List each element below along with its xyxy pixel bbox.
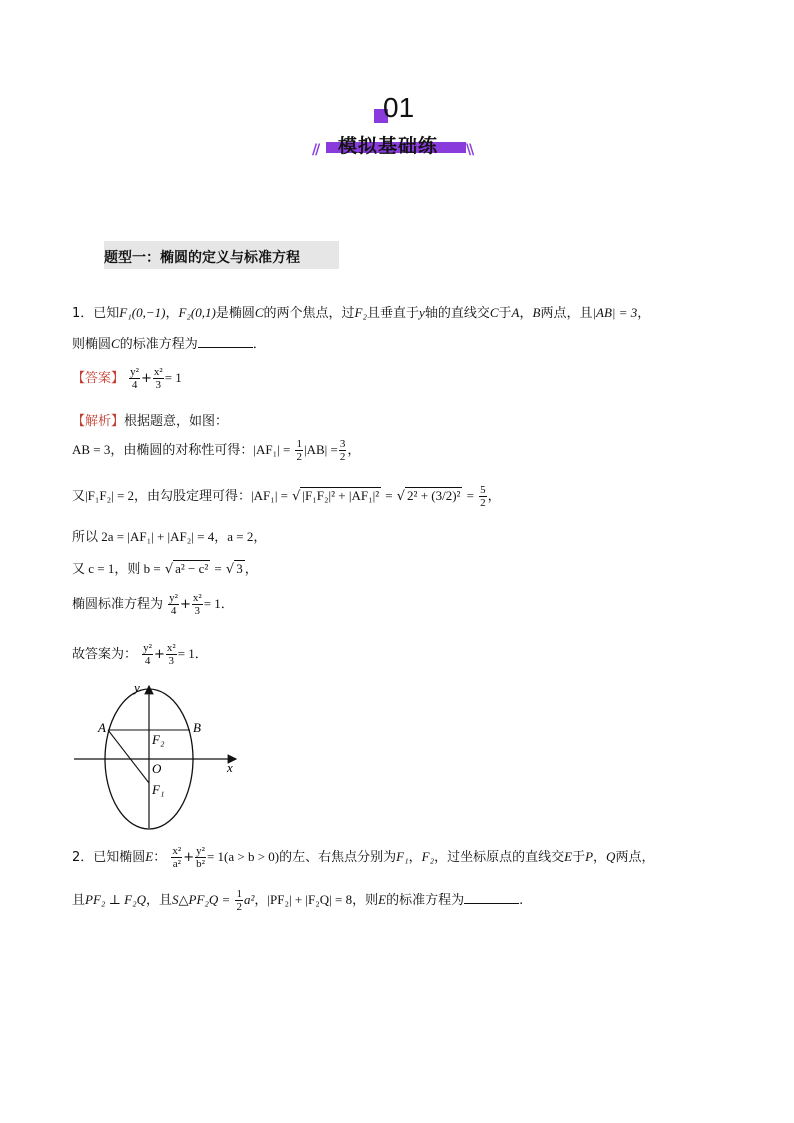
q1-step1 bbox=[72, 438, 360, 463]
fraction bbox=[153, 366, 164, 391]
frac-den: 2 bbox=[339, 451, 346, 463]
fraction bbox=[192, 592, 203, 617]
left-slash-decoration: // bbox=[312, 142, 319, 158]
q1-number: 1． bbox=[72, 306, 94, 321]
q1-line2 bbox=[72, 333, 266, 352]
frac-den: 2 bbox=[480, 497, 486, 509]
q2-f2: F₂ bbox=[421, 849, 435, 864]
frac-num: 3 bbox=[339, 438, 346, 450]
q2-area: S△PF₂Q = bbox=[172, 892, 231, 907]
q1-analysis-line bbox=[72, 410, 228, 429]
frac-num: y² bbox=[143, 642, 152, 654]
label-a: A bbox=[98, 720, 106, 735]
q2-sum: ，|PF₂| + |F₂Q| = 8 bbox=[254, 892, 353, 907]
q1-step6: 故答案为： $\frac{\text{y²}}{4}$ + $\frac{\text{x²}}{3}$ = 1． bbox=[72, 642, 208, 667]
q2-e-var: E bbox=[145, 849, 154, 864]
q2-text: 的左、右焦点分别为 bbox=[279, 850, 397, 865]
frac-den: 4 bbox=[170, 605, 177, 617]
q1-text: ， bbox=[637, 306, 651, 321]
q1-answer-line: 【答案】 $\frac{\text{y²}}{4}$ + $\frac{\text{x²}}{3}$ = 1 bbox=[72, 366, 182, 391]
q1-text: 的标准方程为 bbox=[119, 337, 198, 352]
q2-eq: = 1(a > b > 0) bbox=[206, 849, 280, 864]
step-text: 所以 2a = |AF₁| + |AF₂| = 4，a = 2， bbox=[72, 529, 267, 544]
label-b: B bbox=[193, 720, 201, 735]
q1-text: 轴的直线交 bbox=[424, 306, 490, 321]
fraction bbox=[339, 438, 347, 463]
fraction bbox=[142, 642, 153, 667]
step-text: 椭圆标准方程为 bbox=[72, 597, 164, 612]
sqrt-expr: |F₁F₂|² + |AF₁|² bbox=[302, 488, 380, 503]
q1-text: 的两个焦点，过 bbox=[263, 306, 355, 321]
fraction bbox=[129, 366, 140, 391]
q1-b-var: B bbox=[532, 305, 541, 320]
ellipse-figure bbox=[70, 680, 250, 832]
q1-f2: F₂(0,1) bbox=[178, 305, 216, 320]
right-slash-decoration: \\ bbox=[466, 142, 473, 158]
q2-text: ，过坐标原点的直线交 bbox=[434, 850, 565, 865]
q1-sep: ， bbox=[519, 306, 533, 321]
step-text: ， bbox=[347, 443, 361, 458]
q2-area-rhs: a² bbox=[243, 892, 255, 907]
frac-num: x² bbox=[192, 592, 202, 604]
frac-num: x² bbox=[172, 845, 182, 857]
q1-y-var: y bbox=[419, 305, 425, 320]
q1-c-var: C bbox=[254, 305, 264, 320]
sqrt-expr: a² − c² bbox=[175, 561, 209, 576]
frac-den: 3 bbox=[155, 379, 162, 391]
q2-perp: PF₂ ⊥ F₂Q bbox=[85, 892, 146, 907]
q1-step5: 椭圆标准方程为 $\frac{\text{y²}}{4}$ + $\frac{\text{x²}}{3}$ = 1． bbox=[72, 592, 234, 617]
frac-den: b² bbox=[196, 858, 205, 870]
step-text: = 1． bbox=[203, 596, 234, 611]
step-text: = bbox=[385, 488, 393, 503]
q2-text: 已知椭圆 bbox=[93, 850, 146, 865]
sqrt-expr: 3 bbox=[236, 561, 243, 576]
q2-e-var: E bbox=[564, 849, 573, 864]
frac-den: 2 bbox=[296, 451, 302, 463]
fraction bbox=[295, 438, 303, 463]
fraction bbox=[171, 845, 182, 870]
q1-line1 bbox=[72, 302, 650, 321]
page-title: 模拟基础练 bbox=[338, 135, 439, 157]
q1-text: 于 bbox=[498, 306, 512, 321]
analysis-label: 【解析】 bbox=[72, 414, 125, 429]
frac-den: 4 bbox=[144, 655, 151, 667]
step-text: 又|F₁F₂| = 2，由勾股定理可得：|AF₁| = bbox=[72, 488, 288, 503]
frac-num: y² bbox=[130, 366, 139, 378]
fraction bbox=[166, 642, 177, 667]
q2-f1: F₁ bbox=[396, 849, 409, 864]
label-y: y bbox=[134, 680, 140, 695]
label-o: O bbox=[152, 761, 162, 776]
step-text: = bbox=[466, 488, 474, 503]
step-text: ， bbox=[244, 562, 258, 577]
section-title: 题型一：椭圆的定义与标准方程 bbox=[104, 250, 300, 266]
q2-p-var: P bbox=[585, 849, 594, 864]
step-text: = bbox=[214, 561, 222, 576]
frac-num: x² bbox=[153, 366, 163, 378]
q1-step4: 又 c = 1，则 b = √ a² − c² = √ 3 ， bbox=[72, 561, 258, 577]
segment-af1 bbox=[108, 730, 149, 783]
q1-text: ． bbox=[252, 337, 266, 352]
q1-sep: ， bbox=[165, 306, 179, 321]
frac-den: 2 bbox=[236, 901, 242, 913]
step-text: = 1． bbox=[177, 646, 208, 661]
fraction bbox=[195, 845, 206, 870]
step-text: AB = 3，由椭圆的对称性可得：|AF₁| = bbox=[72, 442, 291, 457]
step-text: ， bbox=[487, 489, 501, 504]
q2-text: . bbox=[519, 893, 524, 908]
q1-text: 则椭圆 bbox=[72, 337, 112, 352]
q1-ab-abs: |AB| = 3 bbox=[592, 305, 638, 320]
q2-text: 的标准方程为 bbox=[386, 893, 465, 908]
sqrt-expr: 2² + (3/2)² bbox=[407, 488, 461, 503]
q1-a-var: A bbox=[511, 305, 520, 320]
q2-text: ，且 bbox=[146, 893, 173, 908]
step-text: |AB| = bbox=[303, 442, 338, 457]
step-text: 故答案为： bbox=[72, 647, 138, 662]
q2-text: ，则 bbox=[352, 893, 379, 908]
header-title-band bbox=[326, 131, 466, 157]
fraction bbox=[479, 484, 487, 509]
q1-answer-blank bbox=[198, 347, 253, 348]
frac-num: 1 bbox=[296, 438, 302, 450]
q2-e-var: E bbox=[378, 892, 387, 907]
frac-num: 5 bbox=[480, 484, 486, 496]
label-x: x bbox=[227, 760, 233, 775]
label-f2: F₂ bbox=[152, 732, 165, 747]
frac-den: 4 bbox=[131, 379, 138, 391]
q1-f2-name: F₂ bbox=[354, 305, 368, 320]
q2-answer-blank bbox=[464, 903, 519, 904]
q1-c-var: C bbox=[111, 336, 120, 351]
answer-label: 【答案】 bbox=[72, 371, 125, 386]
q1-f1: F₁(0,−1) bbox=[119, 305, 166, 320]
frac-den: 3 bbox=[194, 605, 201, 617]
q1-step3 bbox=[72, 526, 266, 545]
header-number: 01 bbox=[383, 92, 415, 123]
analysis-intro: 根据题意，如图： bbox=[124, 414, 229, 429]
q1-c-var: C bbox=[489, 305, 499, 320]
fraction bbox=[235, 888, 243, 913]
q2-text: 两点， bbox=[615, 850, 655, 865]
q1-text: 且垂直于 bbox=[367, 306, 420, 321]
q2-number: 2． bbox=[72, 850, 94, 865]
q2-q-var: Q bbox=[606, 849, 616, 864]
label-f1: F₁ bbox=[152, 782, 165, 797]
frac-num: x² bbox=[166, 642, 176, 654]
frac-den: a² bbox=[172, 858, 181, 870]
q2-line1: 2．已知椭圆E： $\frac{\text{x²}}{\text{a²}}$ + $\frac{\text{y²}}{\text{b²}}$ = 1(a > b > 0)的左、右焦点分别为F₁，F₂，过坐标原点的直线交E于P，Q两点， bbox=[72, 845, 655, 870]
q2-line2 bbox=[72, 888, 523, 913]
q2-text: 且 bbox=[72, 893, 86, 908]
frac-num: y² bbox=[196, 845, 205, 857]
q2-text: 于 bbox=[572, 850, 586, 865]
q1-step2: 又|F₁F₂| = 2，由勾股定理可得：|AF₁| = √ |F₁F₂|² + |AF₁|² = √ 2² + (3/2)² = $\frac{5}{2}$ ， bbox=[72, 484, 501, 509]
q1-text: 是椭圆 bbox=[215, 306, 255, 321]
frac-num: 1 bbox=[236, 888, 242, 900]
q1-text: 两点，且 bbox=[540, 306, 593, 321]
q2-text: ： bbox=[153, 850, 167, 865]
q1-text: 已知 bbox=[93, 306, 120, 321]
fraction bbox=[168, 592, 179, 617]
step-text: 又 c = 1，则 b = bbox=[72, 561, 161, 576]
frac-den: 3 bbox=[168, 655, 175, 667]
frac-num: y² bbox=[169, 592, 178, 604]
answer-eq: = 1 bbox=[164, 370, 182, 385]
